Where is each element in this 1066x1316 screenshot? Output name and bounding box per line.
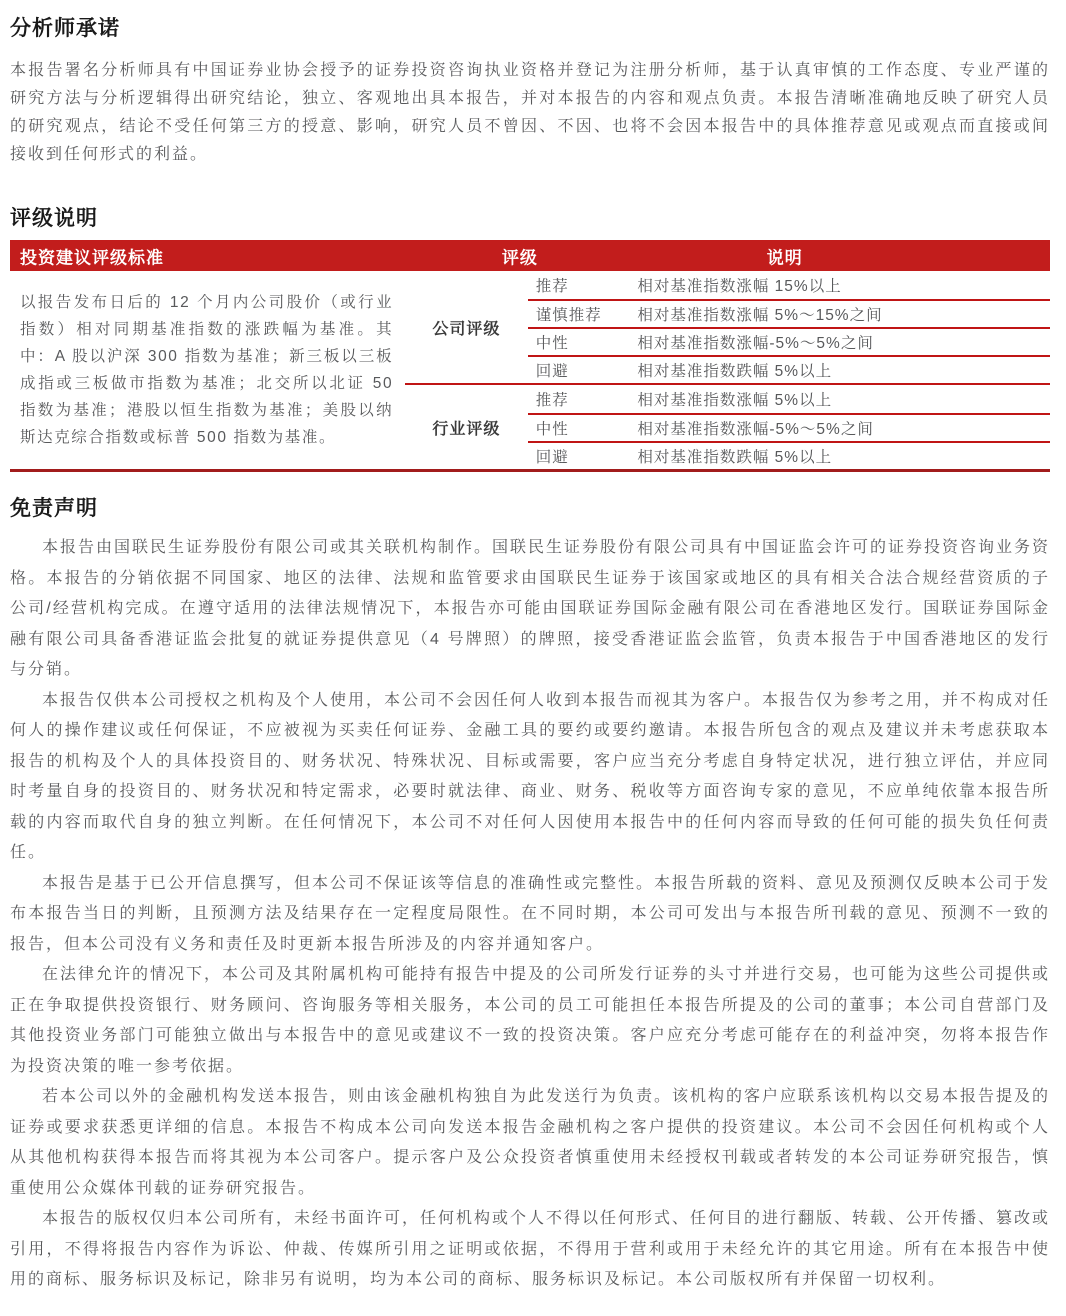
rating-cell: 中性 <box>535 335 569 352</box>
table-row <box>528 441 1050 469</box>
rating-cell: 回避 <box>535 449 569 466</box>
disclaimer-paragraph: 本报告的版权仅归本公司所有，未经书面许可，任何机构或个人不得以任何形式、任何目的进行翻版、转载、公开传播、篡改或引用，不得将报告内容作为诉讼、仲裁、传媒所引用之证明或依据，不得用于营利或用于未经允许的其它用途。所有在本报告中使用的商标、服务标识及标记，除非另有说明，均为本公司的商标、服务标识及标记。本公司版权所有并保留一切权利。 <box>10 1210 1051 1288</box>
rating-cell: 中性 <box>535 421 569 438</box>
rating-cell: 谨慎推荐 <box>535 307 602 324</box>
disclaimer-paragraph: 若本公司以外的金融机构发送本报告，则由该金融机构独自为此发送行为负责。该机构的客户应联系该机构以交易本报告提及的证券或要求获悉更详细的信息。本报告不构成本公司向发送本报告金融机构之客户提供的投资建议。本公司不会因任何机构或个人从其他机构获得本报告而将其视为本公司客户。提示客户及公众投资者慎重使用未经授权刊载或者转发的本公司证券研究报告，慎重使用公众媒体刊载的证券研究报告。 <box>10 1088 1051 1197</box>
rating-table-rows-area <box>405 271 1050 469</box>
rating-description-cell: 相对基准指数涨幅 5%～15%之间 <box>637 307 883 324</box>
rating-description-cell: 相对基准指数涨幅 15%以上 <box>637 278 842 295</box>
analyst-pledge-body: 本报告署名分析师具有中国证券业协会授予的证券投资咨询执业资格并登记为注册分析师，基于认真审慎的工作态度、专业严谨的研究方法与分析逻辑得出研究结论，独立、客观地出具本报告，并对本报告的内容和观点负责。本报告清晰准确地反映了研究人员的研究观点，结论不受任何第三方的授意、影响，研究人员不曾因、不因、也将不会因本报告中的具体推荐意见或观点而直接或间接收到任何形式的利益。 <box>10 62 1050 163</box>
disclaimer-title: 免责声明 <box>10 497 98 520</box>
disclaimer-paragraph: 本报告是基于已公开信息撰写，但本公司不保证该等信息的准确性或完整性。本报告所载的资料、意见及预测仅反映本公司于发布本报告当日的判断，且预测方法及结果存在一定程度局限性。在不同时期，本公司可发出与本报告所刊载的意见、预测不一致的报告，但本公司没有义务和责任及时更新本报告所涉及的内容并通知客户。 <box>10 874 1051 953</box>
rating-description-cell: 相对基准指数涨幅 5%以上 <box>637 392 833 409</box>
rating-description-cell: 相对基准指数跌幅 5%以上 <box>637 449 833 466</box>
table-row <box>528 271 1050 299</box>
table-row <box>528 299 1050 327</box>
rating-description-cell: 相对基准指数涨幅-5%～5%之间 <box>637 421 874 438</box>
rating-section <box>10 202 1050 472</box>
rating-description-cell: 相对基准指数涨幅-5%～5%之间 <box>637 335 874 352</box>
rating-description-cell: 相对基准指数跌幅 5%以上 <box>637 363 833 380</box>
disclaimer-section <box>10 492 1050 1296</box>
rating-table <box>10 240 1050 472</box>
rating-header-description: 说明 <box>766 248 803 267</box>
rating-header-standard: 投资建议评级标准 <box>20 248 164 267</box>
disclaimer-paragraph: 本报告由国联民生证券股份有限公司或其关联机构制作。国联民生证券股份有限公司具有中国证监会许可的证券投资咨询业务资格。本报告的分销依据不同国家、地区的法律、法规和监管要求由国联民生证券于该国家或地区的具有相关合法合规经营资质的子公司/经营机构完成。在遵守适用的法律法规情况下，本报告亦可能由国联证券国际金融有限公司在香港地区发行。国联证券国际金融有限公司具备香港证监会批复的就证券提供意见（4 号牌照）的牌照，接受香港证监会监管，负责本报告于中国香港地区的发行与分销。 <box>10 539 1051 678</box>
industry-rating-group-label: 行业评级 <box>432 420 501 438</box>
analyst-pledge-title: 分析师承诺 <box>10 17 120 40</box>
table-row <box>528 413 1050 441</box>
industry-rating-group <box>405 383 1050 469</box>
analyst-pledge-section <box>10 12 1050 169</box>
table-row <box>528 355 1050 383</box>
rating-cell: 推荐 <box>535 278 569 295</box>
rating-table-body <box>10 271 1050 469</box>
disclaimer-paragraph: 本报告仅供本公司授权之机构及个人使用，本公司不会因任何人收到本报告而视其为客户。本报告仅为参考之用，并不构成对任何人的操作建议或任何保证，不应被视为买卖任何证券、金融工具的要约或要约邀请。本报告所包含的观点及建议并未考虑获取本报告的机构及个人的具体投资目的、财务状况、特殊状况、目标或需要，客户应当充分考虑自身特定状况，进行独立评估，并应同时考量自身的投资目的、财务状况和特定需求，必要时就法律、商业、财务、税收等方面咨询专家的意见，不应单纯依靠本报告所载的内容而取代自身的独立判断。在任何情况下，本公司不对任何人因使用本报告中的任何内容而导致的任何可能的损失负任何责任。 <box>10 691 1051 861</box>
rating-cell: 回避 <box>535 363 569 380</box>
company-rating-group-label: 公司评级 <box>432 320 501 338</box>
company-rating-group <box>405 271 1050 383</box>
rating-section-title: 评级说明 <box>10 207 98 230</box>
disclaimer-paragraph: 在法律允许的情况下，本公司及其附属机构可能持有报告中提及的公司所发行证券的头寸并进行交易，也可能为这些公司提供或正在争取提供投资银行、财务顾问、咨询服务等相关服务，本公司的员工可能担任本报告所提及的公司的董事；本公司自营部门及其他投资业务部门可能独立做出与本报告中的意见或建议不一致的投资决策。客户应充分考虑可能存在的利益冲突，勿将本报告作为投资决策的唯一参考依据。 <box>10 966 1051 1075</box>
table-row <box>528 327 1050 355</box>
rating-cell: 推荐 <box>535 392 569 409</box>
table-row <box>528 385 1050 413</box>
rating-table-header-row <box>10 240 1050 271</box>
rating-header-rating: 评级 <box>501 248 538 267</box>
benchmark-note: 以报告发布日后的 12 个月内公司股价（或行业指数）相对同期基准指数的涨跌幅为基准。其中：A 股以沪深 300 指数为基准；新三板以三板成指或三板做市指数为基准；北交所以北证 50 指数为基准；港股以恒生指数为基准；美股以纳斯达克综合指数或标普 500 指数为基准。 <box>20 294 394 446</box>
